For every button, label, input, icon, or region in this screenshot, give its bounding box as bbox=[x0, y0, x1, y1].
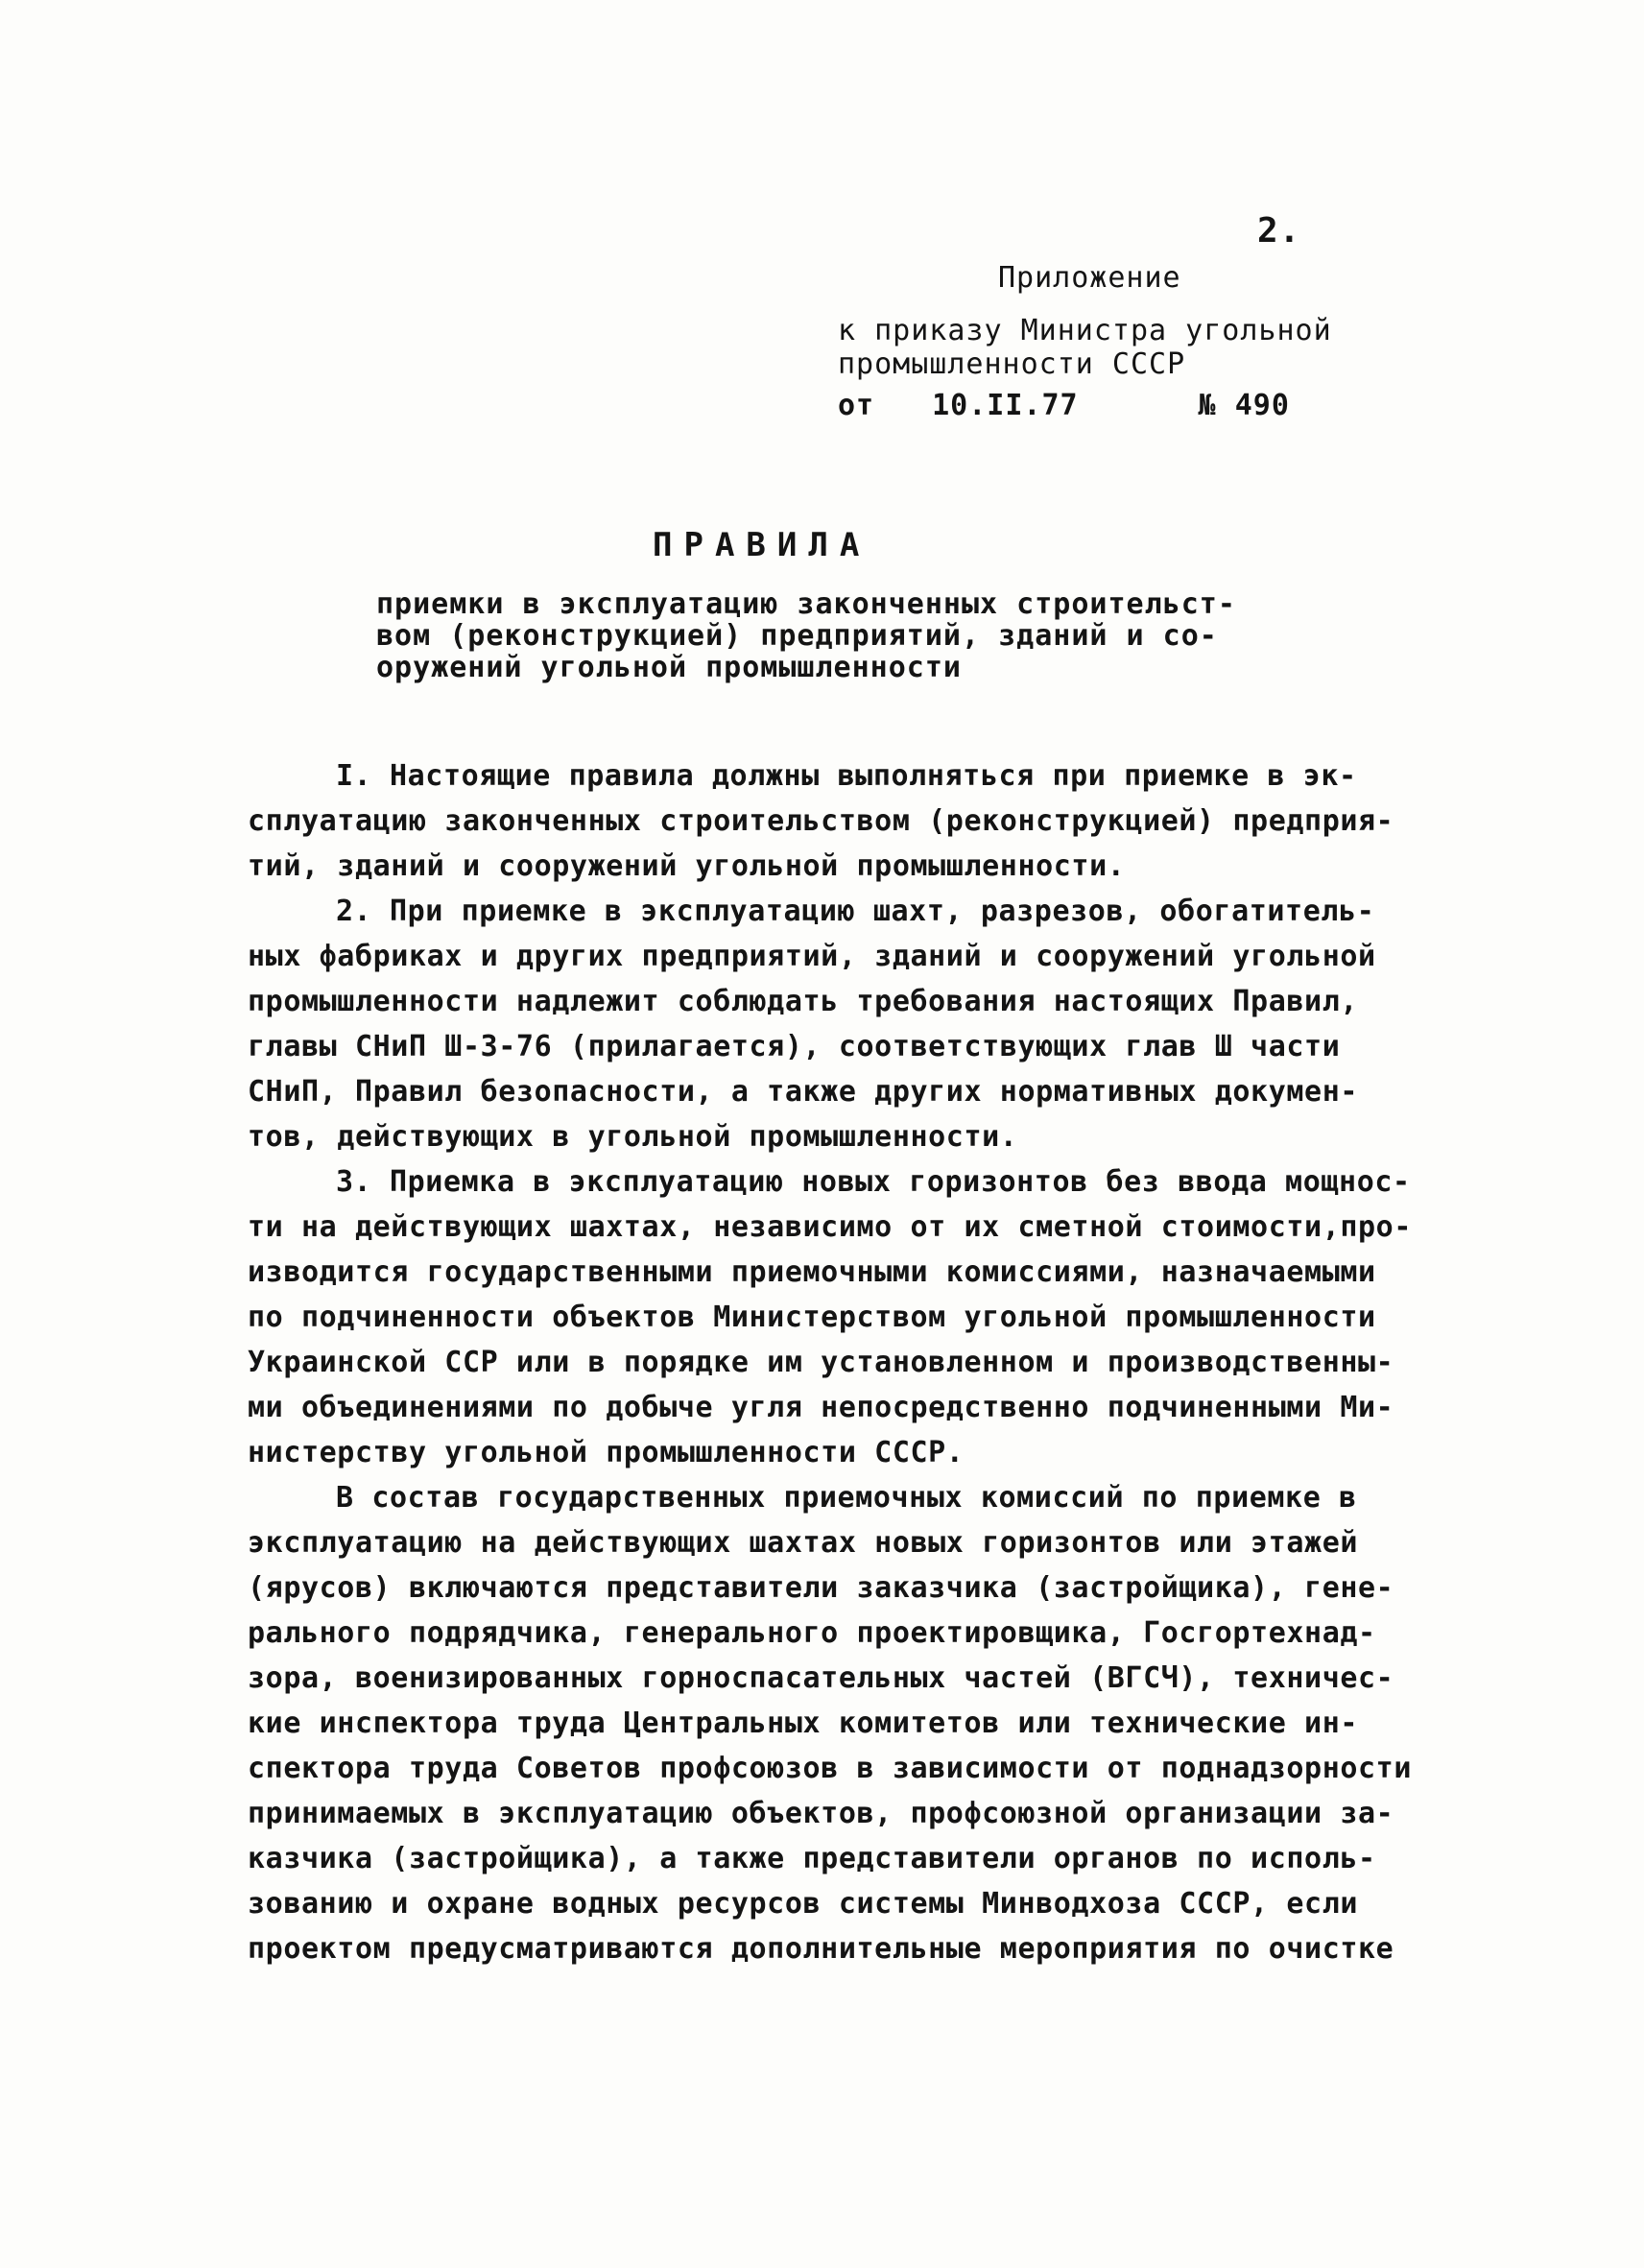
paragraph-line: зора, военизированных горноспасательных частей (ВГСЧ), техничес- bbox=[248, 1661, 1394, 1695]
order-reference-line: к приказу Министра угольной bbox=[838, 314, 1332, 347]
paragraph-line: тов, действующих в угольной промышленности. bbox=[248, 1120, 1018, 1154]
paragraph-line: спектора труда Советов профсоюзов в зависимости от поднадзорности bbox=[248, 1752, 1412, 1785]
document-title: ПРАВИЛА bbox=[653, 526, 871, 564]
paragraph-line: казчика (застройщика), а также представители органов по исполь- bbox=[248, 1842, 1376, 1875]
order-prefix: от bbox=[838, 389, 875, 422]
paragraph-line: ти на действующих шахтах, независимо от их сметной стоимости,про- bbox=[248, 1210, 1412, 1244]
paragraph-line: сплуатацию законченных строительством (реконструкцией) предприя- bbox=[248, 804, 1394, 838]
paragraph-line: эксплуатацию на действующих шахтах новых горизонтов или этажей bbox=[248, 1526, 1359, 1560]
paragraph-line: ми объединениями по добыче угля непосредственно подчиненными Ми- bbox=[248, 1391, 1394, 1424]
order-date-row bbox=[838, 389, 1290, 422]
subtitle-line: оружений угольной промышленности bbox=[376, 651, 962, 684]
paragraph-line: В состав государственных приемочных комиссий по приемке в bbox=[336, 1481, 1357, 1515]
paragraph-line: главы СНиП Ш-3-76 (прилагается), соответствующих глав Ш части bbox=[248, 1030, 1341, 1063]
paragraph-line: I. Настоящие правила должны выполняться при приемке в эк- bbox=[336, 759, 1357, 793]
order-number: № 490 bbox=[1198, 389, 1290, 422]
paragraph-line: промышленности надлежит соблюдать требования настоящих Правил, bbox=[248, 985, 1359, 1018]
order-reference-line: промышленности СССР bbox=[838, 347, 1186, 381]
appendix-title: Приложение bbox=[998, 261, 1181, 295]
paragraph-line: ных фабриках и других предприятий, зданий и сооружений угольной bbox=[248, 940, 1376, 973]
paragraph-line: 3. Приемка в эксплуатацию новых горизонтов без ввода мощнос- bbox=[336, 1165, 1411, 1199]
body-text bbox=[248, 753, 1438, 1971]
paragraph-line: принимаемых в эксплуатацию объектов, профсоюзной организации за- bbox=[248, 1797, 1394, 1830]
order-date: 10.II.77 bbox=[932, 389, 1079, 422]
paragraph-line: изводится государственными приемочными комиссиями, назначаемыми bbox=[248, 1255, 1376, 1289]
paragraph-line: Украинской ССР или в порядке им установленном и производственны- bbox=[248, 1346, 1394, 1379]
subtitle-line: вом (реконструкцией) предприятий, зданий и со- bbox=[376, 619, 1218, 653]
paragraph-line: СНиП, Правил безопасности, а также других нормативных докумен- bbox=[248, 1075, 1359, 1109]
paragraph-line: нистерству угольной промышленности СССР. bbox=[248, 1436, 965, 1469]
paragraph-line: по подчиненности объектов Министерством угольной промышленности bbox=[248, 1301, 1376, 1334]
paragraph-line: кие инспектора труда Центральных комитетов или технические ин- bbox=[248, 1707, 1359, 1740]
paragraph-line: 2. При приемке в эксплуатацию шахт, разрезов, обогатитель- bbox=[336, 895, 1375, 928]
subtitle-line: приемки в эксплуатацию законченных строительст- bbox=[376, 587, 1236, 621]
paragraph-line: (ярусов) включаются представители заказчика (застройщика), гене- bbox=[248, 1571, 1394, 1605]
paragraph-line: тий, зданий и сооружений угольной промышленности. bbox=[248, 849, 1126, 883]
paragraph-line: зованию и охране водных ресурсов системы Минводхоза СССР, если bbox=[248, 1887, 1359, 1921]
page-number: 2. bbox=[1257, 211, 1301, 251]
paragraph-line: проектом предусматриваются дополнительные мероприятия по очистке bbox=[248, 1932, 1394, 1966]
paragraph-line: рального подрядчика, генерального проектировщика, Госгортехнад- bbox=[248, 1616, 1376, 1650]
